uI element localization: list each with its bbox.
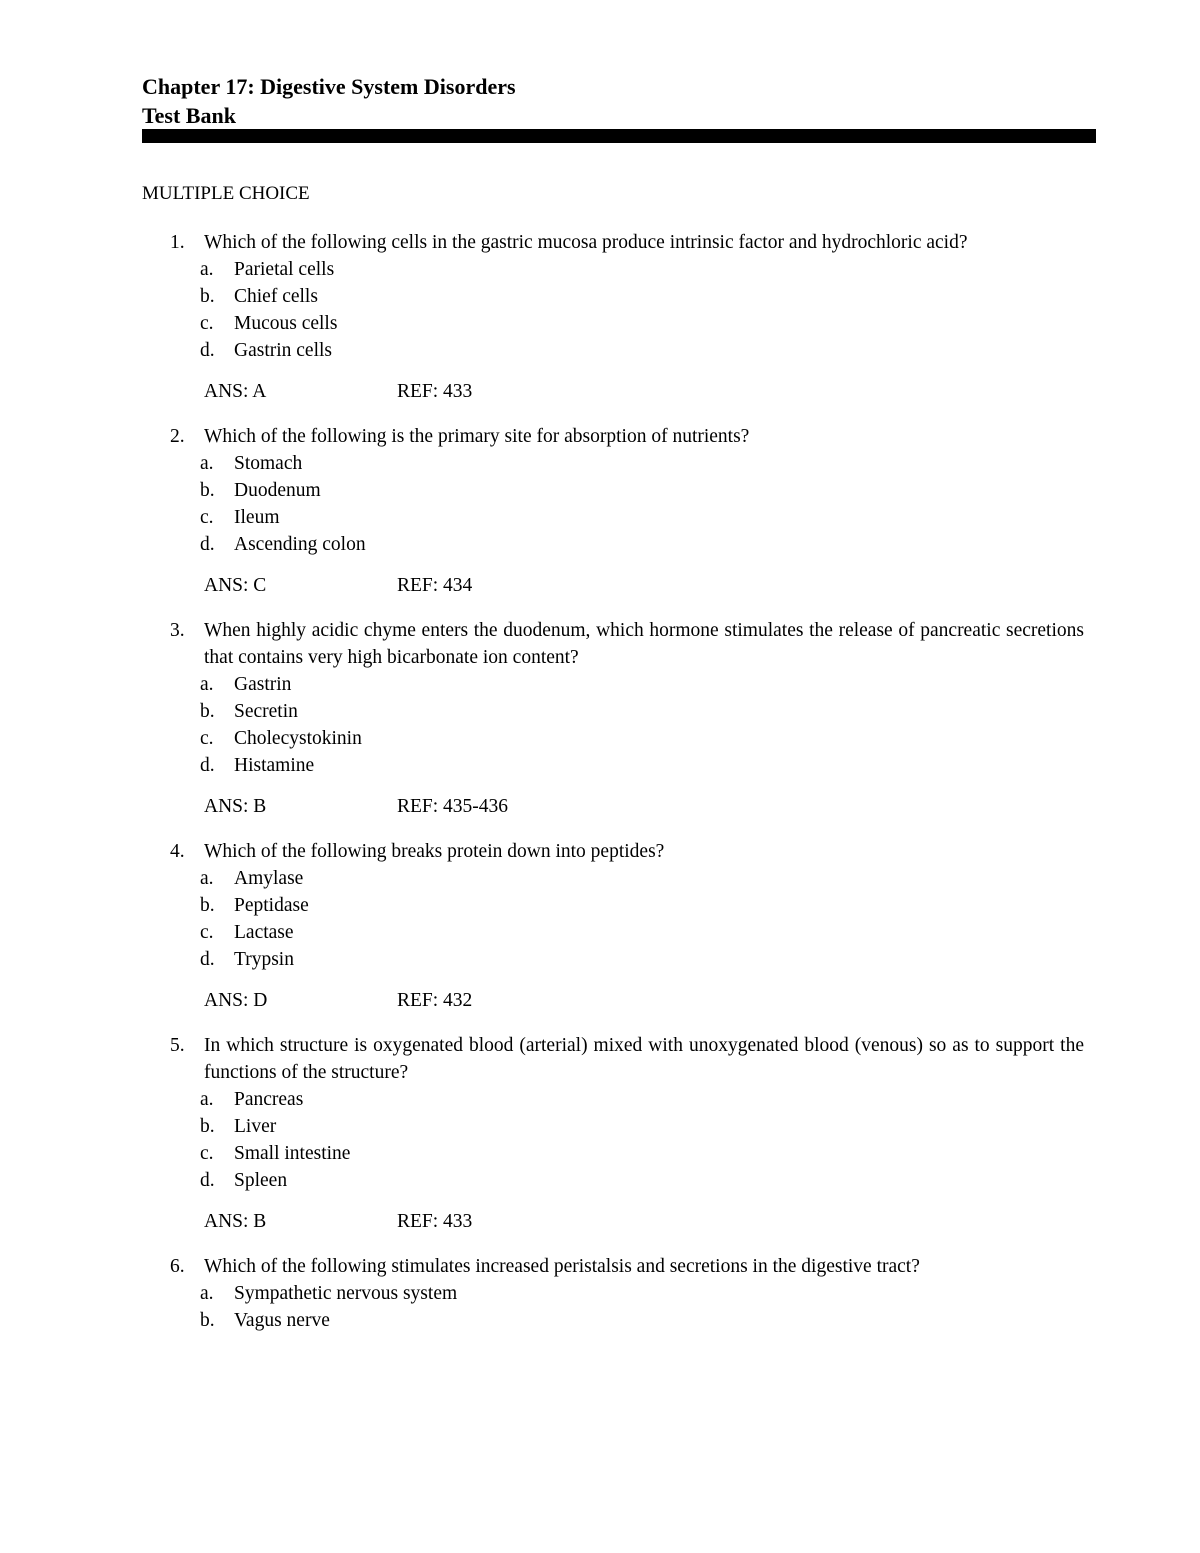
option-text: Liver bbox=[234, 1116, 277, 1137]
option-text: Sympathetic nervous system bbox=[234, 1283, 458, 1304]
answer-option bbox=[200, 310, 1084, 337]
option-letter: a. bbox=[200, 259, 214, 280]
option-letter: a. bbox=[200, 453, 214, 474]
answer-option bbox=[200, 698, 1084, 725]
answer-options bbox=[200, 256, 1084, 364]
option-letter: c. bbox=[200, 313, 214, 334]
option-letter: c. bbox=[200, 1143, 214, 1164]
answer-option bbox=[200, 946, 1084, 973]
option-text: Parietal cells bbox=[234, 259, 335, 280]
answer-key-line bbox=[204, 1208, 1084, 1235]
option-letter: d. bbox=[200, 1170, 215, 1191]
answer-option bbox=[200, 1086, 1084, 1113]
option-text: Mucous cells bbox=[234, 313, 338, 334]
option-letter: a. bbox=[200, 674, 214, 695]
header-rule bbox=[142, 129, 1096, 143]
question-number bbox=[142, 1253, 204, 1280]
answer-option bbox=[200, 725, 1084, 752]
answer-option bbox=[200, 865, 1084, 892]
test-bank-subtitle: Test Bank bbox=[142, 103, 236, 128]
question-number bbox=[142, 617, 204, 671]
option-letter: c. bbox=[200, 922, 214, 943]
answer-options bbox=[200, 1086, 1084, 1194]
option-text: Histamine bbox=[234, 755, 315, 776]
question-item bbox=[142, 1032, 1084, 1235]
answer-option bbox=[200, 919, 1084, 946]
option-letter: c. bbox=[200, 728, 214, 749]
answer-options bbox=[200, 865, 1084, 973]
question-item bbox=[142, 1253, 1084, 1334]
option-letter: b. bbox=[200, 286, 215, 307]
page-reference: REF: 433 bbox=[397, 381, 473, 402]
option-text: Duodenum bbox=[234, 480, 321, 501]
option-letter: a. bbox=[200, 868, 214, 889]
answer-option bbox=[200, 1167, 1084, 1194]
page-reference: REF: 435-436 bbox=[397, 796, 509, 817]
option-text: Lactase bbox=[234, 922, 294, 943]
question-text: Which of the following stimulates increased peristalsis and secretions in the digestive tract? bbox=[204, 1256, 920, 1277]
page-reference: REF: 432 bbox=[397, 990, 473, 1011]
answer-option bbox=[200, 1280, 1084, 1307]
option-text: Spleen bbox=[234, 1170, 288, 1191]
question-stem bbox=[142, 617, 1084, 671]
answer-option bbox=[200, 752, 1084, 779]
option-letter: b. bbox=[200, 1116, 215, 1137]
option-letter: b. bbox=[200, 1310, 215, 1331]
question-item bbox=[142, 423, 1084, 599]
question-text: Which of the following is the primary site for absorption of nutrients? bbox=[204, 426, 750, 447]
option-letter: b. bbox=[200, 895, 215, 916]
question-list bbox=[142, 229, 1084, 1352]
answer-key: ANS: D bbox=[204, 990, 268, 1011]
question-number-label: 1. bbox=[170, 232, 185, 253]
answer-options bbox=[200, 1280, 1084, 1334]
question-number bbox=[142, 838, 204, 865]
answer-key: ANS: B bbox=[204, 796, 267, 817]
option-text: Amylase bbox=[234, 868, 304, 889]
question-stem bbox=[142, 1253, 1084, 1280]
chapter-title: Chapter 17: Digestive System Disorders bbox=[142, 74, 516, 99]
question-item bbox=[142, 229, 1084, 405]
option-text: Vagus nerve bbox=[234, 1310, 330, 1331]
answer-option bbox=[200, 283, 1084, 310]
answer-key: ANS: A bbox=[204, 381, 267, 402]
answer-key: ANS: B bbox=[204, 1211, 267, 1232]
question-text: Which of the following breaks protein down into peptides? bbox=[204, 841, 665, 862]
document-header bbox=[142, 72, 516, 130]
answer-key: ANS: C bbox=[204, 575, 267, 596]
page-reference: REF: 433 bbox=[397, 1211, 473, 1232]
question-number-label: 4. bbox=[170, 841, 185, 862]
option-text: Small intestine bbox=[234, 1143, 351, 1164]
answer-key-line bbox=[204, 378, 1084, 405]
question-number-label: 5. bbox=[170, 1035, 185, 1056]
section-heading: MULTIPLE CHOICE bbox=[142, 183, 310, 204]
answer-option bbox=[200, 504, 1084, 531]
answer-key-line bbox=[204, 987, 1084, 1014]
question-item bbox=[142, 617, 1084, 820]
answer-option bbox=[200, 256, 1084, 283]
option-letter: a. bbox=[200, 1283, 214, 1304]
option-letter: b. bbox=[200, 701, 215, 722]
option-text: Secretin bbox=[234, 701, 298, 722]
option-text: Ascending colon bbox=[234, 534, 366, 555]
answer-option bbox=[200, 1113, 1084, 1140]
option-text: Trypsin bbox=[234, 949, 294, 970]
option-text: Pancreas bbox=[234, 1089, 304, 1110]
question-stem bbox=[142, 838, 1084, 865]
answer-option bbox=[200, 450, 1084, 477]
question-number-label: 2. bbox=[170, 426, 185, 447]
question-item bbox=[142, 838, 1084, 1014]
question-text: When highly acidic chyme enters the duodenum, which hormone stimulates the release of pancreatic secretions that contains very high bicarbonate ion content? bbox=[204, 620, 1084, 668]
option-text: Peptidase bbox=[234, 895, 309, 916]
option-text: Cholecystokinin bbox=[234, 728, 362, 749]
question-number-label: 6. bbox=[170, 1256, 185, 1277]
option-letter: d. bbox=[200, 340, 215, 361]
answer-option bbox=[200, 531, 1084, 558]
option-letter: d. bbox=[200, 949, 215, 970]
answer-options bbox=[200, 450, 1084, 558]
option-letter: c. bbox=[200, 507, 214, 528]
option-text: Gastrin cells bbox=[234, 340, 333, 361]
option-letter: d. bbox=[200, 534, 215, 555]
answer-key-line bbox=[204, 793, 1084, 820]
question-stem bbox=[142, 229, 1084, 256]
answer-option bbox=[200, 892, 1084, 919]
question-text: Which of the following cells in the gastric mucosa produce intrinsic factor and hydrochloric acid? bbox=[204, 232, 968, 253]
question-text: In which structure is oxygenated blood (arterial) mixed with unoxygenated blood (venous) so as to support the functions of the structure? bbox=[204, 1035, 1084, 1083]
option-text: Chief cells bbox=[234, 286, 318, 307]
option-letter: a. bbox=[200, 1089, 214, 1110]
option-text: Gastrin bbox=[234, 674, 292, 695]
answer-option bbox=[200, 1140, 1084, 1167]
question-stem bbox=[142, 423, 1084, 450]
question-number bbox=[142, 229, 204, 256]
answer-key-line bbox=[204, 572, 1084, 599]
answer-option bbox=[200, 477, 1084, 504]
question-number bbox=[142, 1032, 204, 1086]
answer-options bbox=[200, 671, 1084, 779]
page-reference: REF: 434 bbox=[397, 575, 473, 596]
question-stem bbox=[142, 1032, 1084, 1086]
answer-option bbox=[200, 1307, 1084, 1334]
question-number bbox=[142, 423, 204, 450]
option-text: Ileum bbox=[234, 507, 280, 528]
answer-option bbox=[200, 337, 1084, 364]
answer-option bbox=[200, 671, 1084, 698]
question-number-label: 3. bbox=[170, 620, 185, 641]
option-letter: d. bbox=[200, 755, 215, 776]
option-text: Stomach bbox=[234, 453, 303, 474]
option-letter: b. bbox=[200, 480, 215, 501]
